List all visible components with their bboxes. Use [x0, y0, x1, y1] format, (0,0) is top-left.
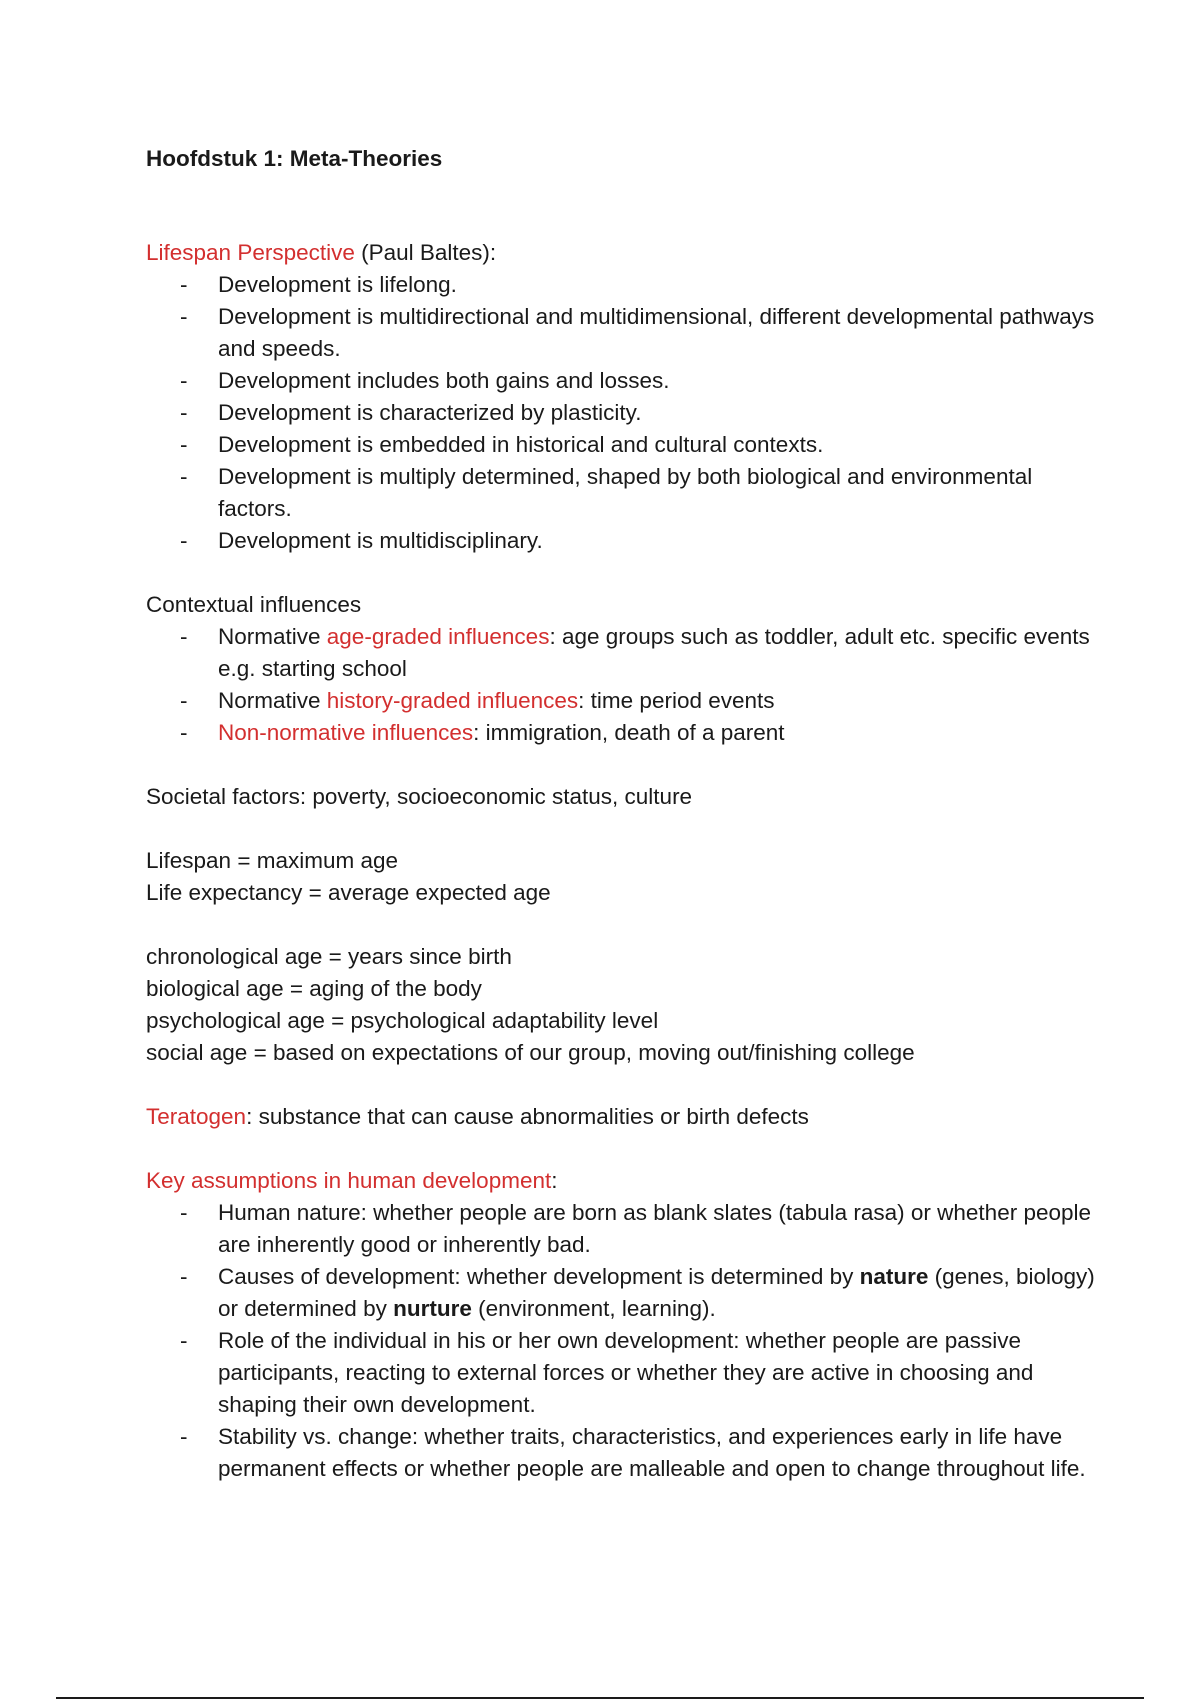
spacer [146, 813, 1106, 845]
definition-text: : substance that can cause abnormalities or birth defects [246, 1104, 809, 1129]
age-definition: chronological age = years since birth [146, 944, 512, 969]
list-item [146, 1325, 1106, 1421]
dash-bullet: - [180, 1200, 188, 1225]
spacer [146, 1133, 1106, 1165]
dash-bullet: - [180, 304, 188, 329]
list-item-text: Normative [218, 624, 327, 649]
list-item [146, 429, 1106, 461]
list-item-text: Human nature: whether people are born as blank slates (tabula rasa) or whether people are inherently good or inherently bad. [218, 1200, 1092, 1257]
document-content [146, 143, 1106, 1485]
dash-bullet: - [180, 464, 188, 489]
dash-bullet: - [180, 1264, 188, 1289]
contextual-heading: Contextual influences [146, 592, 362, 617]
assumptions-heading [146, 1165, 1106, 1197]
spacer [146, 749, 1106, 781]
list-item [146, 269, 1106, 301]
list-item [146, 717, 1106, 749]
contextual-list [146, 621, 1106, 749]
list-item-text: (genes, biology) or determined by [218, 1264, 1095, 1321]
list-item-text: Development is embedded in historical and cultural contexts. [218, 432, 824, 457]
page-title: Hoofdstuk 1: Meta-Theories [146, 146, 443, 171]
list-item [146, 525, 1106, 557]
list-item [146, 1197, 1106, 1261]
highlighted-term: Teratogen [146, 1104, 247, 1129]
dash-bullet: - [180, 1424, 188, 1449]
dash-bullet: - [180, 528, 188, 553]
dash-bullet: - [180, 272, 188, 297]
list-item-text: Development is lifelong. [218, 272, 457, 297]
dash-bullet: - [180, 624, 188, 649]
list-item [146, 461, 1106, 525]
list-item [146, 397, 1106, 429]
dash-bullet: - [180, 688, 188, 713]
list-item [146, 365, 1106, 397]
spacer [146, 557, 1106, 589]
dash-bullet: - [180, 432, 188, 457]
list-item-text: Role of the individual in his or her own development: whether people are passive participants, reacting to external forces or whether they are active in choosing and shaping their own development. [218, 1328, 1034, 1417]
bottom-divider [56, 1697, 1144, 1699]
lifespan-list [146, 269, 1106, 557]
teratogen-definition [146, 1101, 1106, 1133]
dash-bullet: - [180, 368, 188, 393]
bold-term: nature [859, 1264, 929, 1289]
bold-term: nurture [393, 1296, 472, 1321]
list-item-text: Development is multidisciplinary. [218, 528, 543, 553]
lifespan-definition: Lifespan = maximum age [146, 848, 399, 873]
spacer [146, 1069, 1106, 1101]
highlighted-term: history-graded influences [326, 688, 579, 713]
list-item-text: : immigration, death of a parent [473, 720, 785, 745]
list-item [146, 1421, 1106, 1485]
list-item-text: : age groups such as toddler, adult etc. specific events e.g. starting school [218, 624, 1090, 681]
age-definition: psychological age = psychological adaptability level [146, 1008, 659, 1033]
highlighted-term: Non-normative influences [218, 720, 474, 745]
dash-bullet: - [180, 1328, 188, 1353]
list-item-text: Stability vs. change: whether traits, characteristics, and experiences early in life have permanent effects or whether people are malleable and open to change throughout life. [218, 1424, 1086, 1481]
life-expectancy-definition: Life expectancy = average expected age [146, 880, 551, 905]
list-item [146, 301, 1106, 365]
list-item-text: (environment, learning). [471, 1296, 716, 1321]
list-item-text: Causes of development: whether development is determined by [218, 1264, 860, 1289]
highlighted-term: Key assumptions in human development [146, 1168, 552, 1193]
spacer [146, 909, 1106, 941]
list-item [146, 685, 1106, 717]
list-item-text: Development is multidirectional and multidimensional, different developmental pathways and speeds. [218, 304, 1095, 361]
list-item-text: Development is multiply determined, shaped by both biological and environmental factors. [218, 464, 1033, 521]
dash-bullet: - [180, 720, 188, 745]
assumptions-list [146, 1197, 1106, 1485]
list-item-text: Development includes both gains and losses. [218, 368, 670, 393]
lifespan-heading-author: (Paul Baltes): [354, 240, 497, 265]
highlighted-term: age-graded influences [326, 624, 550, 649]
list-item-text: : time period events [578, 688, 775, 713]
age-definition: biological age = aging of the body [146, 976, 482, 1001]
list-item [146, 1261, 1106, 1325]
list-item [146, 621, 1106, 685]
lifespan-heading [146, 237, 1106, 269]
dash-bullet: - [180, 400, 188, 425]
heading-colon: : [551, 1168, 558, 1193]
societal-factors: Societal factors: poverty, socioeconomic status, culture [146, 784, 693, 809]
list-item-text: Normative [218, 688, 327, 713]
list-item-text: Development is characterized by plasticity. [218, 400, 642, 425]
lifespan-heading-term: Lifespan Perspective [146, 240, 355, 265]
age-definition: social age = based on expectations of our group, moving out/finishing college [146, 1040, 915, 1065]
